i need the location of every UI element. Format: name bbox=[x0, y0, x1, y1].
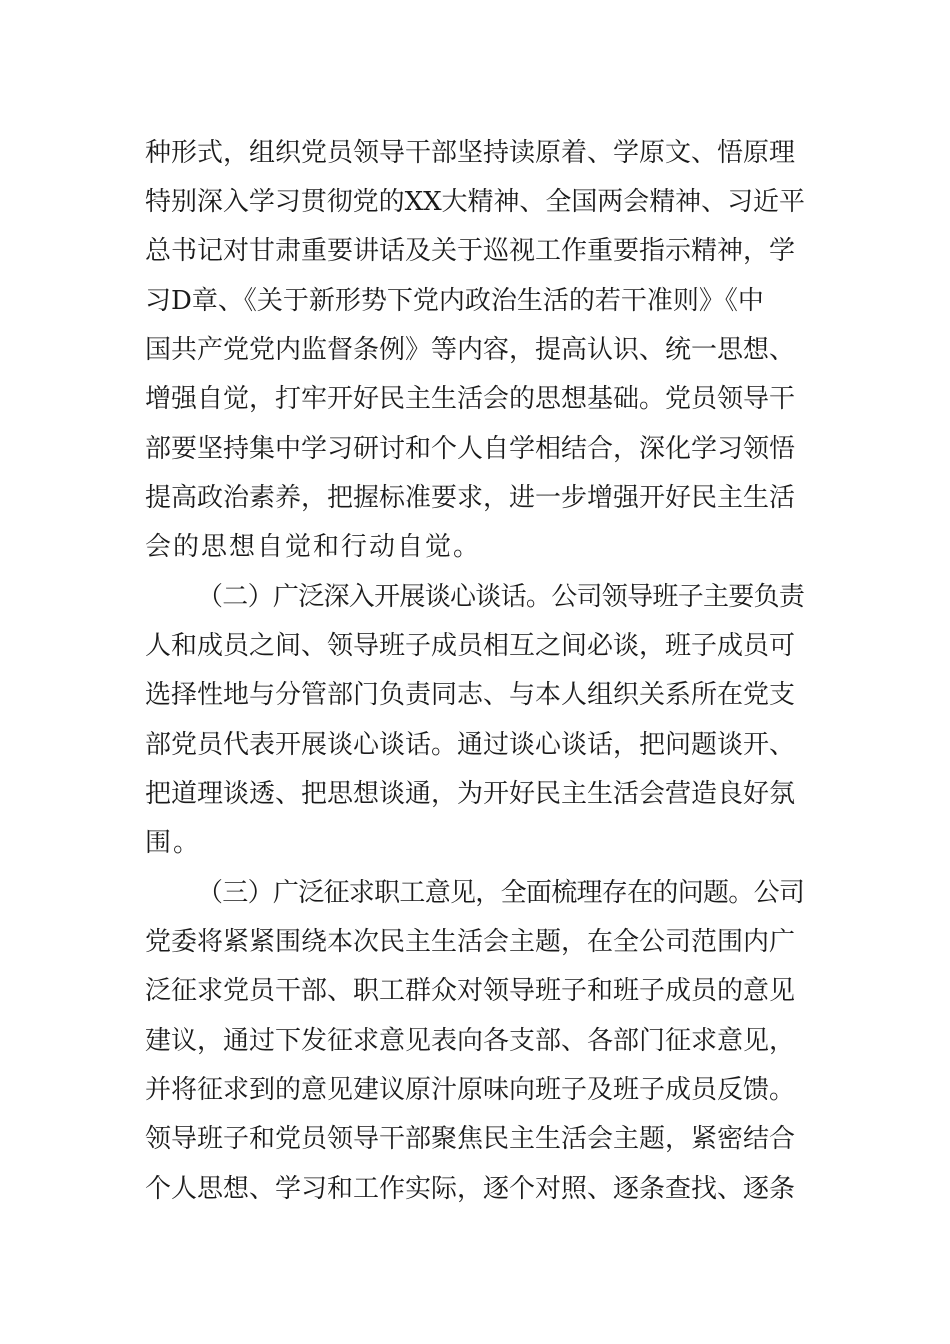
text-line: 习D章、《关于新形势下党内政治生活的若干准则》《中 bbox=[145, 286, 764, 316]
text-line: 选择性地与分管部门负责同志、与本人组织关系所在党支 bbox=[145, 680, 796, 710]
text-line: 建议，通过下发征求意见表向各支部、各部门征求意见， bbox=[145, 1026, 796, 1056]
text-line: 个人思想、学习和工作实际，逐个对照、逐条查找、逐条 bbox=[145, 1174, 796, 1204]
text-line: 把道理谈透、把思想谈通，为开好民主生活会营造良好氛 bbox=[145, 779, 796, 809]
text-line: 增强自觉，打牢开好民主生活会的思想基础。党员领导干 bbox=[145, 384, 796, 414]
text-line: 泛征求党员干部、职工群众对领导班子和班子成员的意见 bbox=[145, 976, 796, 1006]
text-line: 国共产党党内监督条例》等内容，提高认识、统一思想、 bbox=[145, 335, 796, 365]
text-line: 提高政治素养，把握标准要求，进一步增强开好民主生活 bbox=[145, 483, 796, 513]
text-line: 特别深入学习贯彻党的XX大精神、全国两会精神、习近平 bbox=[145, 187, 805, 217]
text-line: 领导班子和党员领导干部聚焦民主生活会主题，紧密结合 bbox=[145, 1124, 796, 1154]
text-line: 人和成员之间、领导班子成员相互之间必谈，班子成员可 bbox=[145, 631, 796, 661]
text-line: 总书记对甘肃重要讲话及关于巡视工作重要指示精神，学 bbox=[145, 236, 796, 266]
text-line: 围。 bbox=[145, 828, 202, 858]
text-line: 种形式，组织党员领导干部坚持读原着、学原文、悟原理 bbox=[145, 138, 796, 168]
text-line: 党委将紧紧围绕本次民主生活会主题，在全公司范围内广 bbox=[145, 927, 796, 957]
paragraph-2-first-line: （二）广泛深入开展谈心谈话。公司领导班子主要负责 bbox=[197, 582, 805, 612]
text-line: 会的思想自觉和行动自觉。 bbox=[145, 532, 482, 562]
text-line: 部要坚持集中学习研讨和个人自学相结合，深化学习领悟 bbox=[145, 434, 796, 464]
text-line: 部党员代表开展谈心谈话。通过谈心谈话，把问题谈开、 bbox=[145, 730, 796, 760]
paragraph-3-first-line: （三）广泛征求职工意见，全面梳理存在的问题。公司 bbox=[197, 878, 805, 908]
text-line: 并将征求到的意见建议原汁原味向班子及班子成员反馈。 bbox=[145, 1075, 796, 1105]
